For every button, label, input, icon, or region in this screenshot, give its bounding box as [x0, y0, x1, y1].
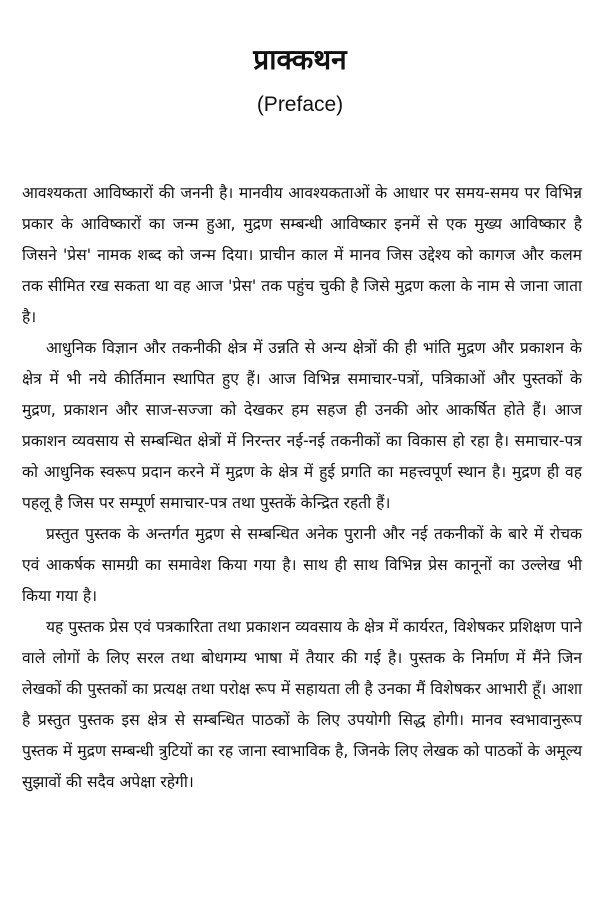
paragraph-2: आधुनिक विज्ञान और तकनीकी क्षेत्र में उन्नति से अन्य क्षेत्रों की ही भांति मुद्रण और प्रकाशन के क्षेत्र में भी नये कीर्तिमान स्थापित हुए हैं। आज विभिन्न समाचार-पत्रों, पत्रिकाओं और पुस्तकों के मुद्रण, प्रकाशन और साज-सज्जा को देखकर हम सहज ही उनकी ओर आकर्षित होते हैं। आज प्रकाशन व्यवसाय से सम्बन्धित क्षेत्रों में निरन्तर नई-नई तकनीकों का विकास हो रहा है। समाचार-पत्र को आधुनिक स्वरूप प्रदान करने में मुद्रण के क्षेत्र में हुई प्रगति का महत्त्वपूर्ण स्थान है। मुद्रण ही वह पहलू है जिस पर सम्पूर्ण समाचार-पत्र तथा पुस्तकें केन्द्रित रहती हैं।	[22, 339, 582, 512]
page-subtitle: (Preface)	[256, 93, 344, 116]
paragraph-4: यह पुस्तक प्रेस एवं पत्रकारिता तथा प्रकाशन व्यवसाय के क्षेत्र में कार्यरत, विशेषकर प्रशिक्षण पाने वाले लोगों के लिए सरल तथा बोधगम्य भाषा में तैयार की गई है। पुस्तक के निर्माण में मैंने जिन लेखकों की पुस्तकों का प्रत्यक्ष तथा परोक्ष रूप में सहायता ली है उनका मैं विशेषकर आभारी हूँ। आशा है प्रस्तुत पुस्तक इस क्षेत्र से सम्बन्धित पाठकों के लिए उपयोगी सिद्ध होगी। मानव स्वभावानुरूप पुस्तक में मुद्रण सम्बन्धी त्रुटियों का रह जाना स्वाभाविक है, जिनके लिए लेखक को पाठकों के अमूल्य सुझावों की सदैव अपेक्षा रहेगी।	[22, 618, 582, 791]
page-title: प्राक्कथन	[253, 43, 347, 76]
paragraph-1: आवश्यकता आविष्कारों की जननी है। मानवीय आवश्यकताओं के आधार पर समय-समय पर विभिन्न प्रकार के आविष्कारों का जन्म हुआ, मुद्रण सम्बन्धी आविष्कार इनमें से एक मुख्य आविष्कार है जिसने 'प्रेस' नामक शब्द को जन्म दिया। प्राचीन काल में मानव जिस उद्देश्य को कागज और कलम तक सीमित रख सकता था वह आज 'प्रेस' तक पहुंच चुकी है जिसे मुद्रण कला के नाम से जाना जाता है।	[22, 184, 582, 326]
paragraph-3: प्रस्तुत पुस्तक के अन्तर्गत मुद्रण से सम्बन्धित अनेक पुरानी और नई तकनीकों के बारे में रोचक एवं आकर्षक सामग्री का समावेश किया गया है। साथ ही साथ विभिन्न प्रेस कानूनों का उल्लेख भी किया गया है।	[22, 525, 582, 605]
preface-body	[22, 178, 582, 798]
